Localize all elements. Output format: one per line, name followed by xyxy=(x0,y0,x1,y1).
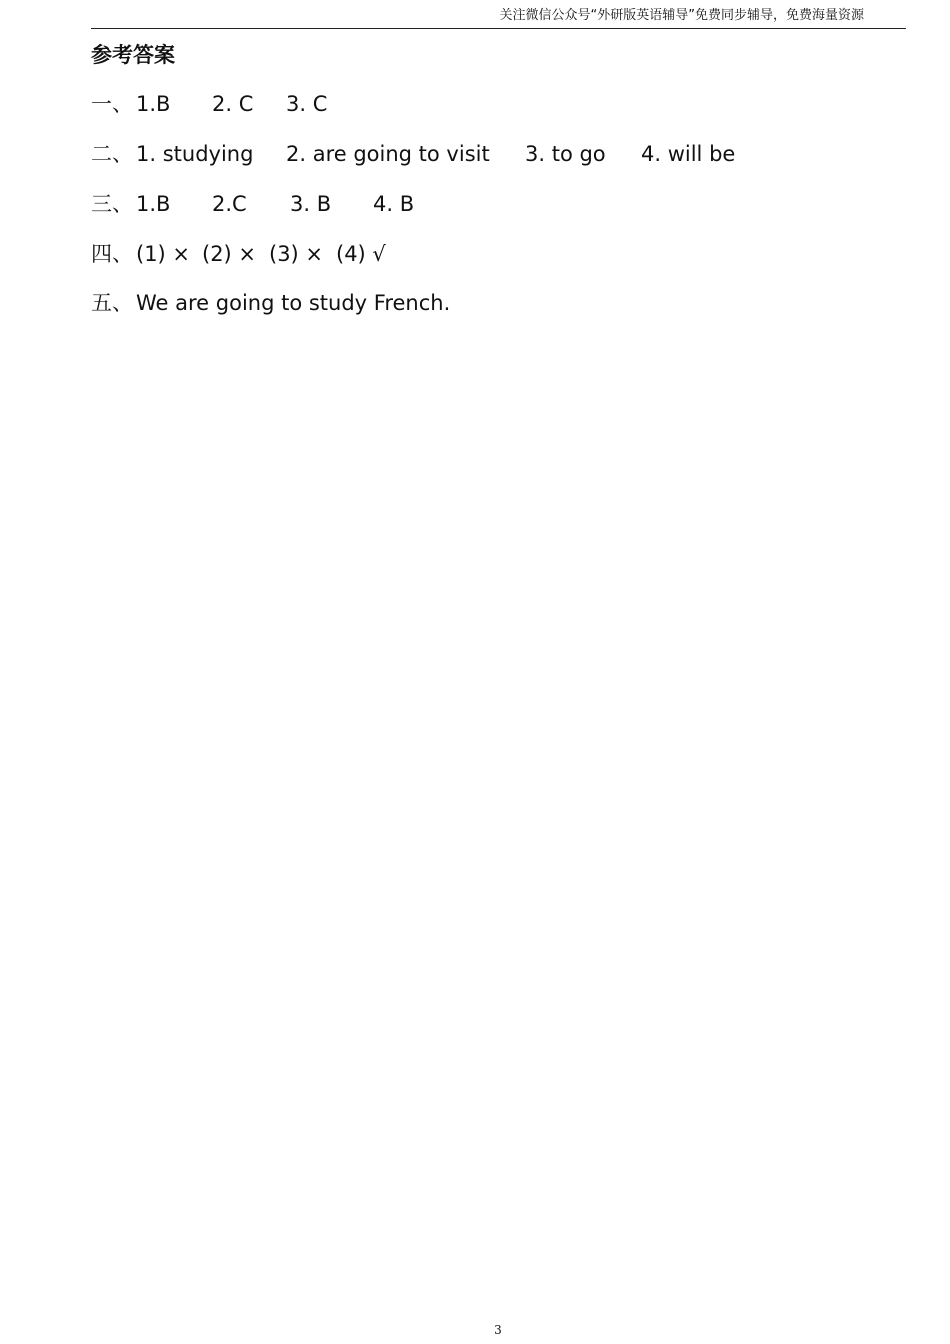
answer-item: 4. B xyxy=(373,192,415,216)
answer-section-3 xyxy=(91,189,415,219)
section-numeral: 五、 xyxy=(91,291,133,315)
answer-item: (1) × xyxy=(136,242,191,266)
answer-item: 2. C xyxy=(212,92,254,116)
answer-section-5 xyxy=(91,288,451,318)
answer-item: 3. C xyxy=(286,92,328,116)
page-number: 3 xyxy=(494,1323,502,1337)
header-promo-text: 关注微信公众号“外研版英语辅导”免费同步辅导，免费海量资源 xyxy=(499,8,864,23)
answer-item: 1.B xyxy=(136,192,171,216)
answer-item: 3. B xyxy=(290,192,332,216)
section-numeral: 三、 xyxy=(91,192,133,216)
section-numeral: 一、 xyxy=(91,92,133,116)
answer-item: 2. are going to visit xyxy=(286,142,490,166)
answer-item: 1. studying xyxy=(136,142,254,166)
answer-section-4 xyxy=(91,239,386,269)
answer-item: 2.C xyxy=(212,192,247,216)
section-numeral: 二、 xyxy=(91,142,133,166)
answer-item: We are going to study French. xyxy=(136,291,451,315)
answer-item: (2) × xyxy=(202,242,257,266)
answer-key-title: 参考答案 xyxy=(91,43,175,67)
answer-item: (4) √ xyxy=(336,242,386,266)
answer-item: 4. will be xyxy=(641,142,736,166)
answer-item: 3. to go xyxy=(525,142,606,166)
answer-section-1 xyxy=(91,89,328,119)
page-header xyxy=(91,0,906,29)
answer-section-2 xyxy=(91,139,736,169)
answer-item: 1.B xyxy=(136,92,171,116)
section-numeral: 四、 xyxy=(91,242,133,266)
answer-item: (3) × xyxy=(269,242,324,266)
